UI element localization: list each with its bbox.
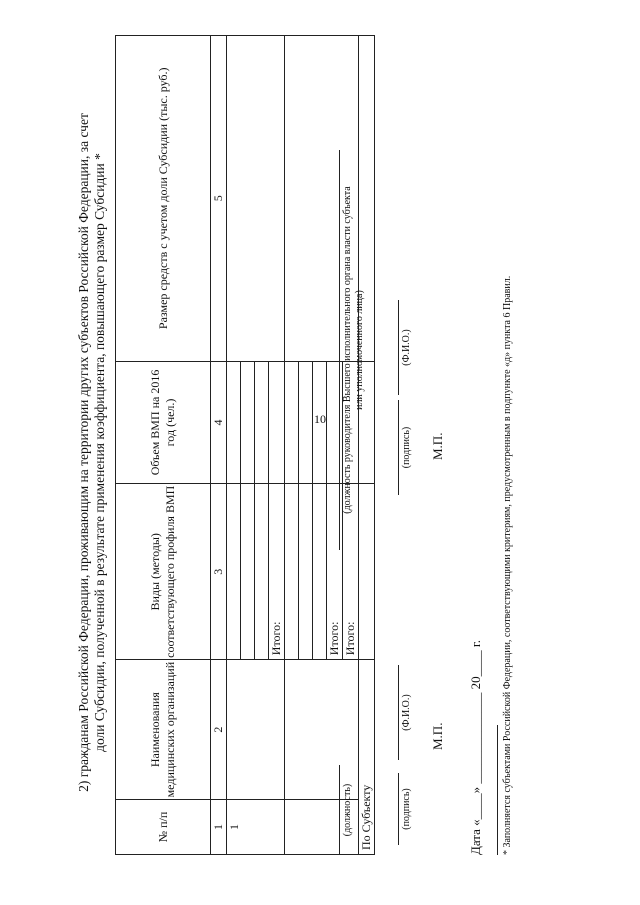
row-1-number [227,800,285,855]
volume-cell [299,361,313,484]
subsidy-table [115,35,375,855]
organization-cell [227,660,285,800]
footnote: * Заполняется субъектами Российской Федерации, соответствующими критериям, предусмотренным в подпункте «д» пункта 6 Правил. [502,275,513,855]
total-label-2: Итого: [343,484,359,660]
fio-line-2 [398,300,399,395]
head-position-caption [342,150,366,550]
footnote-separator [497,725,498,855]
total-volume-1 [327,361,343,484]
signature-caption-2: (подпись) [401,426,412,469]
form-heading [76,40,108,865]
total-label-1: Итого: [327,484,343,660]
header-methods: Виды (методы) соответствующего профиля ВМП [116,484,211,660]
header-funds: Размер средств с учетом доли Субсидии (тыс. руб.) [116,36,211,362]
signature-line-2 [398,400,399,495]
header-organizations: Наименования медицинских организаций [116,660,211,800]
col-number-1: 1 [211,800,227,855]
head-position-caption-1: (должность руководителя Высшего исполнительного органа власти субъекта [342,186,353,514]
heading-line-2: доли Субсидии, полученной в результате применения коэффициента, повышающего размер Субсидии * [92,153,107,752]
subtotal-volume [269,361,285,484]
head-position-line [339,150,340,550]
volume-cell [227,361,241,484]
col-number-3: 3 [211,484,227,660]
col-number-5: 5 [211,36,227,362]
date-line: Дата «____» ______________ 20____ г. [468,639,483,855]
col-number-2: 2 [211,660,227,800]
method-cell [227,484,241,660]
fio-caption-2: (Ф.И.О.) [401,329,412,366]
stamp-place: М.П. [430,722,445,750]
subtotal-label: Итого: [269,484,285,660]
volume-cell [285,361,299,484]
region-label: По Субъекту [359,660,375,855]
method-cell [299,484,313,660]
position-caption: (должность) [342,783,353,837]
volume-cell [313,361,327,484]
head-position-caption-2: или уполномоченного лица) [354,290,365,410]
fio-line [398,665,399,760]
method-cell [285,484,299,660]
stamp-place-2: М.П. [430,432,445,460]
fio-caption: (Ф.И.О.) [401,694,412,731]
volume-cell [241,361,255,484]
heading-line-1: 2) гражданам Российской Федерации, проживающим на территории других субъектов Российской Федерации, за счет [76,113,91,792]
header-num: № п/п [116,800,211,855]
signature-line [398,773,399,845]
page-number: 10 [314,412,326,426]
position-line [339,765,340,855]
signature-caption: (подпись) [401,788,412,830]
method-cell [241,484,255,660]
funds-cell [227,36,285,362]
header-volume: Объем ВМП на 2016 год (чел.) [116,361,211,484]
method-cell [255,484,269,660]
volume-cell [255,361,269,484]
method-cell [313,484,327,660]
col-number-4: 4 [211,361,227,484]
row-number-text: 1 [227,824,241,831]
